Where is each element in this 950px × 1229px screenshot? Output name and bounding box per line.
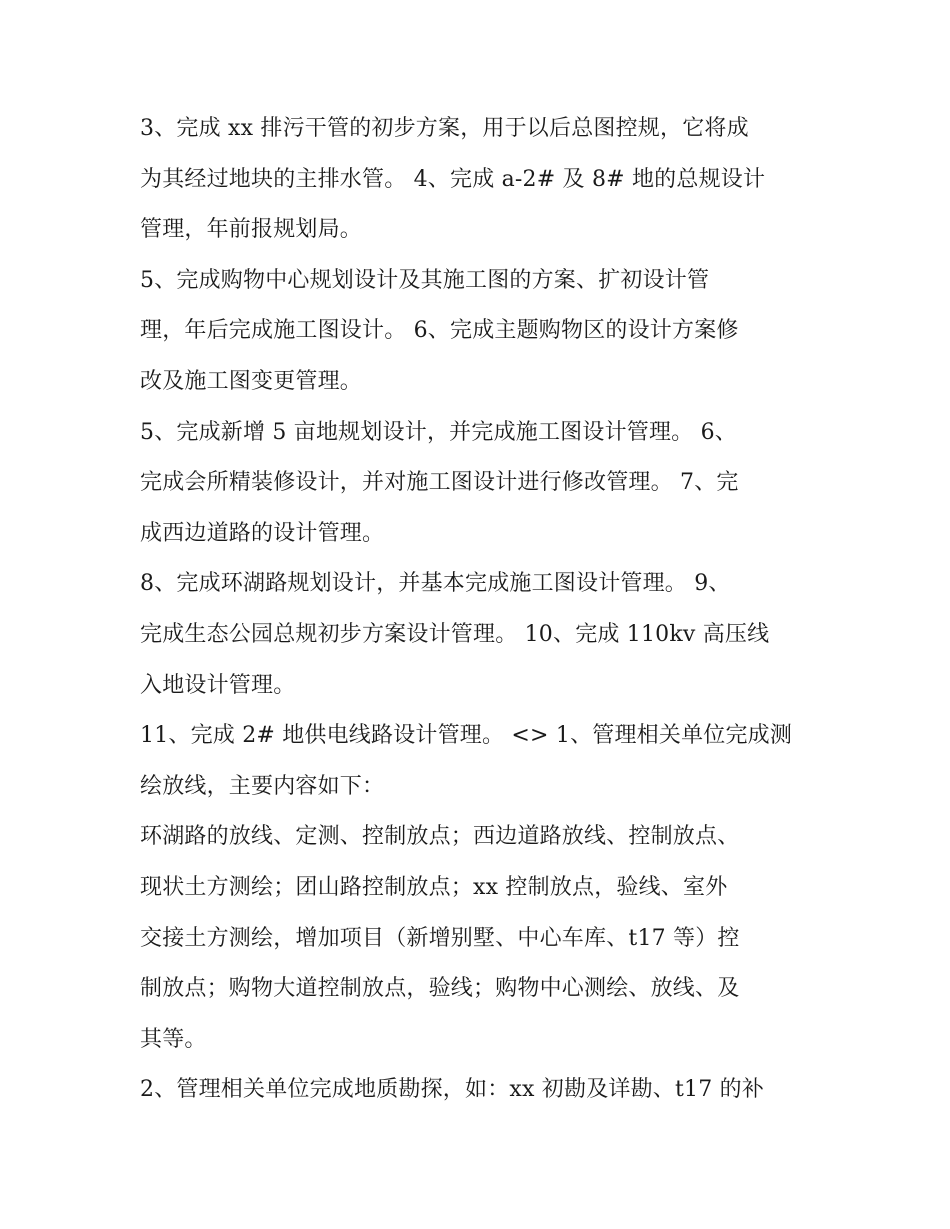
- text-line: 改及施工图变更管理。: [140, 368, 363, 394]
- text-line: 完成生态公园总规初步方案设计管理。 10、完成 110kv 高压线: [140, 621, 770, 647]
- text-line: 5、完成购物中心规划设计及其施工图的方案、扩初设计管: [140, 267, 710, 293]
- text-line: 2、管理相关单位完成地质勘探，如：xx 初勘及详勘、t17 的补: [140, 1077, 765, 1103]
- text-line: 成西边道路的设计管理。: [140, 520, 385, 546]
- text-line: 绘放线，主要内容如下：: [140, 773, 385, 799]
- document-body: [140, 104, 812, 1116]
- text-line: 环湖路的放线、定测、控制放点；西边道路放线、控制放点、: [140, 824, 740, 850]
- text-line: 入地设计管理。: [140, 672, 296, 698]
- text-line: 8、完成环湖路规划设计，并基本完成施工图设计管理。 9、: [140, 571, 731, 597]
- text-line: 交接土方测绘，增加项目（新增别墅、中心车库、t17 等）控: [140, 925, 740, 951]
- text-line: 完成会所精装修设计，并对施工图设计进行修改管理。 7、完: [140, 470, 739, 496]
- text-line: 11、完成 2# 地供电线路设计管理。 <> 1、管理相关单位完成测: [140, 723, 793, 749]
- text-line: 理，年后完成施工图设计。 6、完成主题购物区的设计方案修: [140, 318, 739, 344]
- text-line: 管理，年前报规划局。: [140, 217, 363, 243]
- text-line: 制放点；购物大道控制放点，验线；购物中心测绘、放线、及: [140, 976, 740, 1002]
- text-line: 现状土方测绘；团山路控制放点；xx 控制放点，验线、室外: [140, 874, 728, 900]
- text-line: 5、完成新增 5 亩地规划设计，并完成施工图设计管理。 6、: [140, 419, 737, 445]
- text-line: 其等。: [140, 1026, 207, 1052]
- text-line: 为其经过地块的主排水管。 4、完成 a-2# 及 8# 地的总规设计: [140, 166, 766, 192]
- text-line: 3、完成 xx 排污干管的初步方案，用于以后总图控规，它将成: [140, 116, 749, 141]
